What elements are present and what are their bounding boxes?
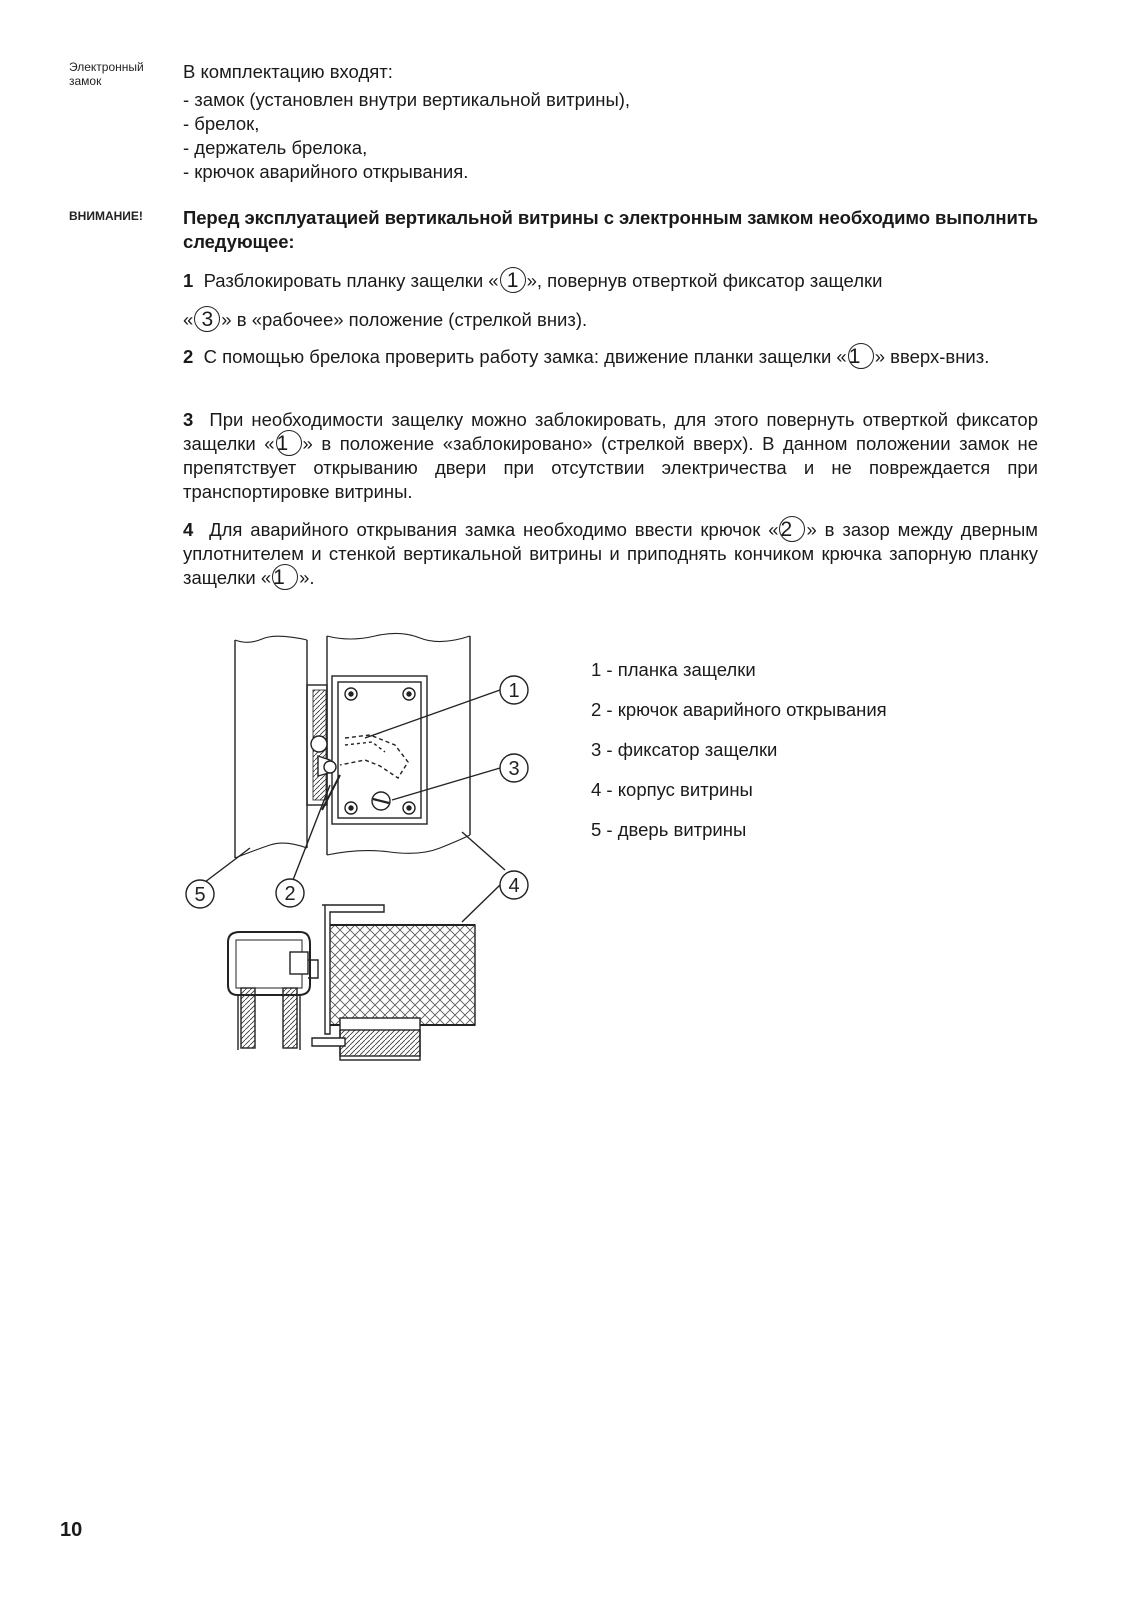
callout-label: 5 [194, 884, 206, 906]
kit-heading: В комплектацию входят: [183, 61, 393, 82]
warning-label: ВНИМАНИЕ! [69, 209, 143, 223]
step-number: 1 [183, 270, 194, 291]
legend-item: 3 - фиксатор защелки [591, 739, 778, 760]
step-number: 2 [183, 346, 194, 367]
legend-item: 5 - дверь витрины [591, 819, 747, 840]
step-text: При необходимости защелку можно заблокировать, для этого повернуть отверткой фиксатор защелки « [183, 409, 1039, 454]
step-number: 4 [183, 519, 194, 540]
legend-item: 4 - корпус витрины [591, 779, 753, 800]
door-panel [235, 640, 307, 858]
step-text: » в «рабочее» положение (стрелкой вниз). [221, 309, 588, 330]
ref-circle: 2 [779, 516, 805, 542]
warning-text: Перед эксплуатацией вертикальной витрины с электронным замком необходимо выполнить следующее: [183, 207, 1038, 252]
step-text: Разблокировать планку защелки « [203, 270, 499, 291]
step-text: « [183, 309, 194, 330]
callout-label: 4 [508, 875, 520, 897]
callout-label: 1 [508, 680, 520, 702]
kit-item: - держатель брелока, [183, 137, 368, 158]
callout-label: 2 [284, 883, 296, 905]
step-text: С помощью брелока проверить работу замка: движение планки защелки « [203, 346, 847, 367]
section-label: Электронный замок [69, 60, 144, 88]
legend-item: 2 - крючок аварийного открывания [591, 699, 887, 720]
ref-circle: 3 [194, 306, 220, 332]
kit-item: - замок (установлен внутри вертикальной витрины), [183, 89, 631, 110]
diagram-legend [591, 658, 887, 858]
step-text: » в зазор между дверным уплотнителем и стенкой вертикальной витрины и приподнять кончиком крючка запорную планку защелки « [183, 519, 1038, 589]
step-text: ». [299, 567, 315, 589]
ref-circle: 1 [272, 564, 298, 590]
step-text: Для аварийного открывания замка необходимо ввести крючок « [209, 519, 779, 540]
step-number: 3 [183, 409, 194, 430]
step-text: », повернув отверткой фиксатор защелки [526, 270, 883, 291]
ref-circle: 1 [500, 267, 526, 293]
kit-item: - крючок аварийного открывания. [183, 161, 469, 182]
step-text: » вверх-вниз. [874, 346, 990, 367]
ref-circle: 1 [276, 430, 302, 456]
page-number: 10 [60, 1519, 83, 1541]
step-text: » в положение «заблокировано» (стрелкой вверх). В данном положении замок не препятствует открыванию двери при отсутствии электричества и не повреждается при транспортировке витрины. [183, 433, 1038, 503]
legend-item: 1 - планка защелки [591, 659, 756, 680]
callout-label: 3 [508, 758, 520, 780]
ref-circle: 1 [848, 343, 874, 369]
kit-item: - брелок, [183, 113, 260, 134]
